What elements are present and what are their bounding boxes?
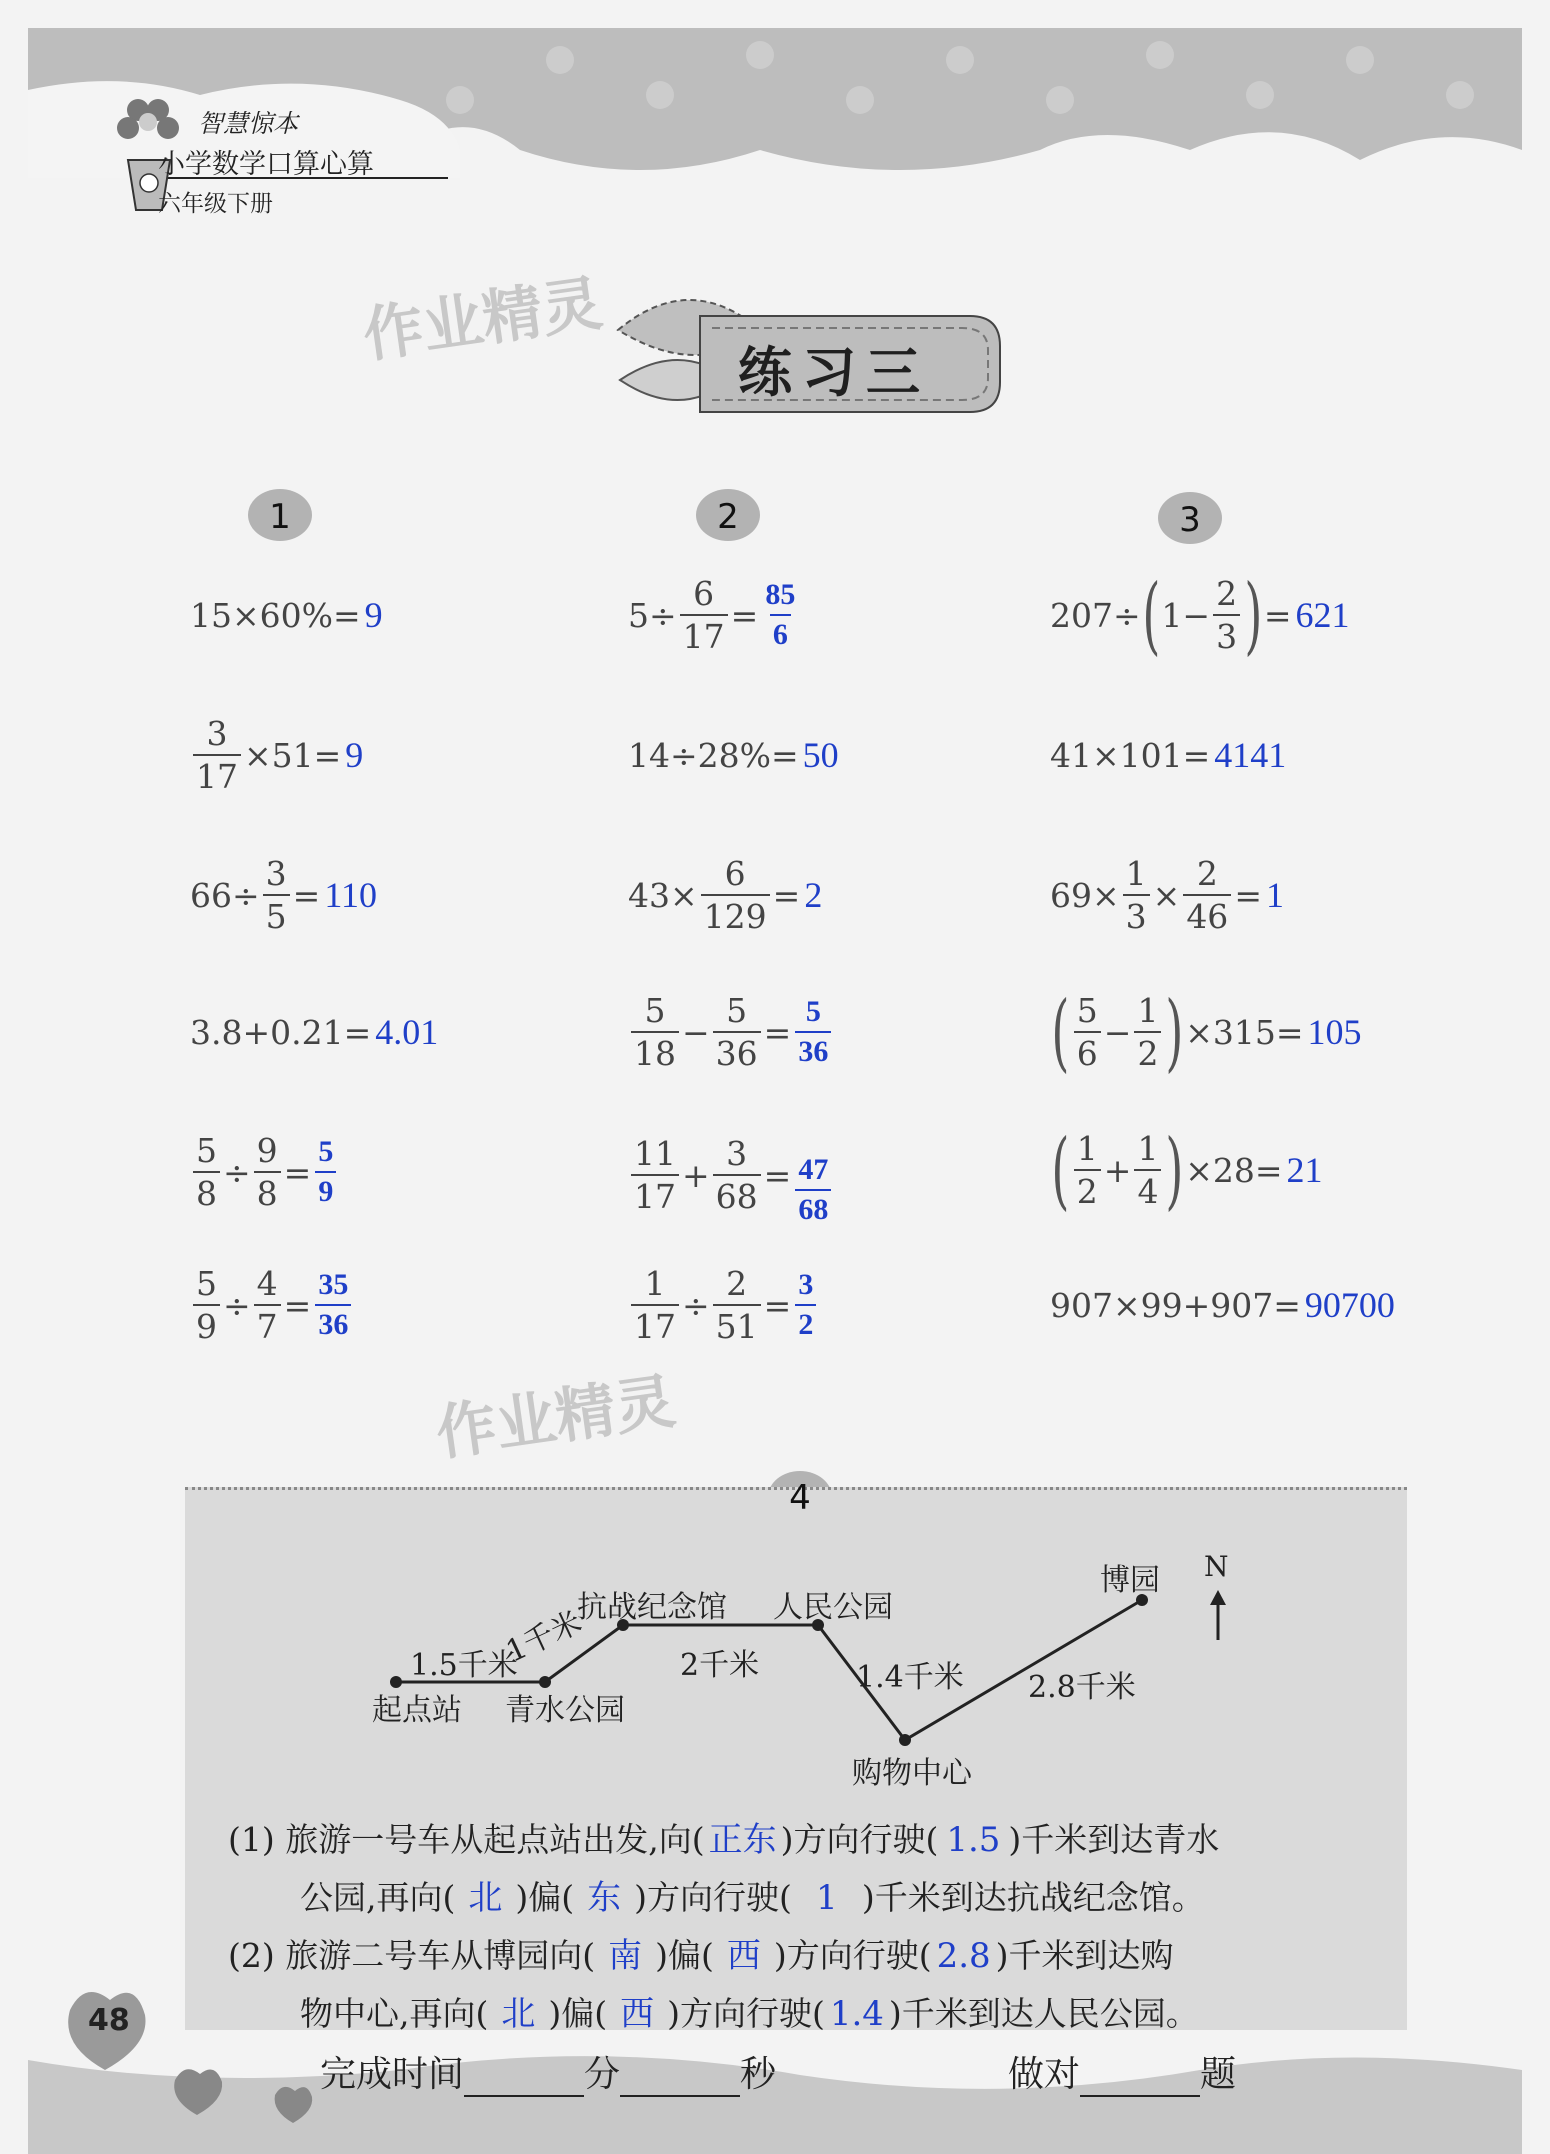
equation: 41×101= 4141 <box>1050 735 1287 775</box>
time-minutes-blank[interactable] <box>464 2061 584 2097</box>
correct-count: 做对 题 <box>1008 2054 1237 2095</box>
answer-blank: 正东 <box>708 1820 777 1860</box>
answer-blank: 1.4 <box>829 1994 884 2034</box>
map-label-shopping: 购物中心 <box>852 1756 972 1791</box>
question-2-line-1: (2) 旅游二号车从博园向( 南 )偏( 西 )方向行驶( 2.8 )千米到达购 <box>228 1928 1173 1977</box>
map-distance: 1.4千米 <box>856 1660 964 1695</box>
map-label-qingshui: 青水公园 <box>505 1693 625 1728</box>
answer: 90700 <box>1304 1285 1395 1325</box>
question-1-line-1: (1) 旅游一号车从起点站出发,向( 正东 )方向行驶( 1.5 )千米到达青水 <box>228 1812 1219 1861</box>
answer: $\frac{47}{68}$ <box>795 1155 831 1225</box>
answer: $\frac{35}{36}$ <box>315 1270 351 1340</box>
equation: 43× $\frac{6}{129}$ = 2 <box>628 854 823 936</box>
map-label-renmin: 人民公园 <box>773 1590 893 1625</box>
map-distance: 1千米 <box>500 1604 588 1670</box>
brand-name: 智慧惊本 <box>198 109 299 138</box>
watermark: 作业精灵 <box>431 1366 680 1470</box>
equation: 5÷ $\frac{6}{17}$ = $\frac{85}{6}$ <box>628 565 801 665</box>
map-distance: 2千米 <box>680 1648 760 1683</box>
column-number: 2 <box>717 497 739 537</box>
answer-blank: 1.5 <box>946 1820 1001 1860</box>
answer-blank: 南 <box>608 1936 643 1976</box>
answer-blank: 北 <box>501 1994 536 2034</box>
equation: 14÷28%= 50 <box>628 735 839 775</box>
equation: 15×60%= 9 <box>190 595 383 635</box>
answer-blank: 西 <box>726 1936 761 1976</box>
completion-time: 完成时间 分 秒 <box>320 2054 777 2095</box>
equation: 66÷ $\frac{3}{5}$ = 110 <box>190 854 377 936</box>
answer: 21 <box>1286 1150 1323 1190</box>
time-seconds-blank[interactable] <box>620 2061 740 2097</box>
answer-blank: 东 <box>587 1878 622 1918</box>
answer: $\frac{5}{36}$ <box>795 997 831 1067</box>
answer: 110 <box>324 875 377 915</box>
answer: 50 <box>802 735 839 775</box>
equation: ( $\frac{5}{6}$ − $\frac{1}{2}$ ) ×315= 105 <box>1051 983 1362 1081</box>
answer: 621 <box>1295 595 1350 635</box>
equation: ( $\frac{1}{2}$ + $\frac{1}{4}$ ) ×28= 21 <box>1051 1121 1323 1219</box>
equation: $\frac{5}{8}$ ÷ $\frac{9}{8}$ = $\frac{5}{9}$ <box>190 1122 339 1222</box>
answer: 2 <box>804 875 823 915</box>
grade-label: 六年级下册 <box>158 191 273 217</box>
equation: 907×99+907= 90700 <box>1050 1285 1395 1325</box>
map-distance: 2.8千米 <box>1028 1670 1136 1705</box>
map-label-start: 起点站 <box>372 1693 462 1728</box>
equation: 207÷ ( 1− $\frac{2}{3}$ ) = 621 <box>1050 566 1350 664</box>
page-title: 练习三 <box>738 341 930 404</box>
answer-blank: 西 <box>620 1994 655 2034</box>
section-number: 4 <box>789 1478 811 1518</box>
map-label-boyuan: 博园 <box>1100 1563 1160 1598</box>
north-arrow-icon <box>1210 1590 1226 1640</box>
answer: $\frac{85}{6}$ <box>765 578 796 651</box>
map-label-north: N <box>1204 1550 1229 1583</box>
answer-blank: 2.8 <box>936 1936 991 1976</box>
answer-blank: 1 <box>816 1878 838 1918</box>
answer: 4.01 <box>375 1012 439 1052</box>
column-number: 1 <box>269 497 291 537</box>
map-label-kangzhan: 抗战纪念馆 <box>577 1590 727 1625</box>
watermark: 作业精灵 <box>358 268 607 372</box>
answer: 9 <box>364 595 383 635</box>
answer: 4141 <box>1214 735 1287 775</box>
answer: $\frac{5}{9}$ <box>315 1137 336 1207</box>
book-title: 小学数学口算心算 <box>158 149 374 180</box>
answer-blank: 北 <box>468 1878 503 1918</box>
equation: $\frac{3}{17}$ ×51= 9 <box>190 705 363 805</box>
equation: $\frac{5}{9}$ ÷ $\frac{4}{7}$ = $\frac{35}{36}$ <box>190 1255 354 1355</box>
correct-count-blank[interactable] <box>1080 2061 1200 2097</box>
map-point <box>899 1734 911 1746</box>
equation: 69× $\frac{1}{3}$ × $\frac{2}{46}$ = 1 <box>1050 854 1284 936</box>
map-distance: 1.5千米 <box>410 1648 518 1683</box>
column-number: 3 <box>1179 500 1201 540</box>
question-1-line-2: 公园,再向( 北 )偏( 东 )方向行驶( 1 )千米到达抗战纪念馆。 <box>300 1870 1205 1919</box>
equation: $\frac{5}{18}$ − $\frac{5}{36}$ = $\frac{5}{36}$ <box>628 982 834 1082</box>
equation: $\frac{11}{17}$ + $\frac{3}{68}$ = $\frac{47}{68}$ <box>628 1125 834 1225</box>
question-2-line-2: 物中心,再向( 北 )偏( 西 )方向行驶( 1.4 )千米到达人民公园。 <box>300 1986 1199 2035</box>
answer: $\frac{3}{2}$ <box>795 1270 816 1340</box>
page-number: 48 <box>88 2003 130 2038</box>
answer: 105 <box>1307 1012 1362 1052</box>
equation: $\frac{1}{17}$ ÷ $\frac{2}{51}$ = $\frac{3}{2}$ <box>628 1255 819 1355</box>
answer: 9 <box>345 735 364 775</box>
answer: 1 <box>1265 875 1284 915</box>
equation: 3.8+0.21= 4.01 <box>190 1012 439 1052</box>
